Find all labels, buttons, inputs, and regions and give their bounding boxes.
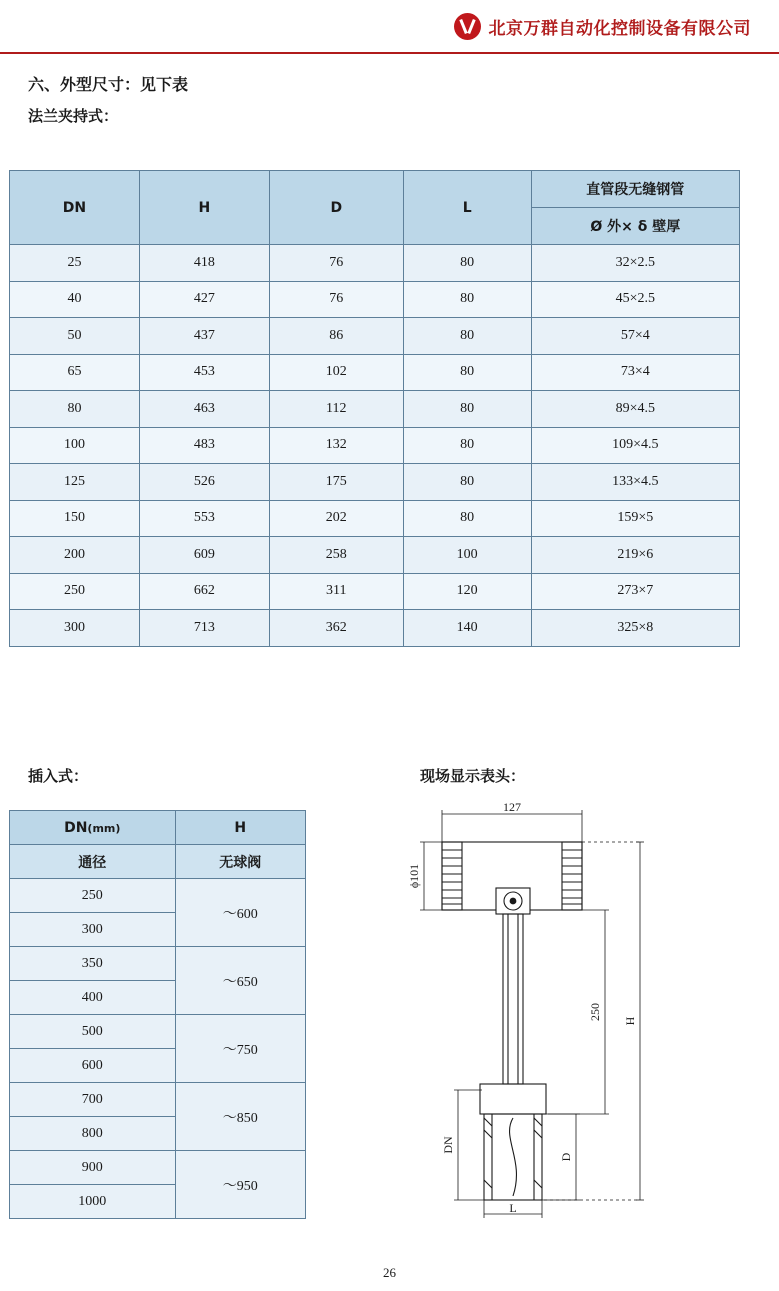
cell-d: 102	[269, 354, 403, 391]
table-row	[10, 610, 740, 647]
cell-l: 140	[403, 610, 531, 647]
table-row	[10, 464, 740, 501]
cell-pipe: 32×2.5	[531, 245, 739, 282]
cell-h: 453	[139, 354, 269, 391]
insert-type-label: 插入式：	[28, 767, 89, 785]
dim-label-d: D	[559, 1152, 573, 1162]
cell-dn: 100	[10, 427, 140, 464]
col-header-pipe-sub: Ø 外× δ 壁厚	[531, 208, 739, 245]
table-row	[10, 500, 740, 537]
dim-label-dn: DN	[441, 1136, 455, 1154]
cell-l: 120	[403, 573, 531, 610]
dim-label-height-total: H	[623, 1016, 637, 1026]
cell-l: 80	[403, 427, 531, 464]
cell-pipe: 45×2.5	[531, 281, 739, 318]
cell-l: 80	[403, 245, 531, 282]
insert-subheader-row	[10, 845, 306, 879]
insert-cell-dn: 350	[10, 947, 176, 981]
insert-cell-dn: 900	[10, 1151, 176, 1185]
dim-label-height-mid: 250	[588, 1003, 602, 1021]
cell-l: 80	[403, 281, 531, 318]
cell-l: 80	[403, 500, 531, 537]
insert-cell-dn: 600	[10, 1049, 176, 1083]
insert-dimensions-table	[9, 810, 306, 1219]
dim-label-width: 127	[503, 800, 521, 814]
cell-d: 76	[269, 281, 403, 318]
meter-head-drawing	[400, 800, 760, 1220]
insert-col-subheader-h: 无球阀	[175, 845, 306, 879]
table-row	[10, 245, 740, 282]
cell-h: 526	[139, 464, 269, 501]
cell-dn: 300	[10, 610, 140, 647]
insert-cell-dn: 300	[10, 913, 176, 947]
cell-h: 662	[139, 573, 269, 610]
cell-d: 76	[269, 245, 403, 282]
company-name: 北京万群自动化控制设备有限公司	[488, 19, 751, 39]
insert-col-header-dn	[10, 811, 176, 845]
cell-d: 311	[269, 573, 403, 610]
cell-dn: 125	[10, 464, 140, 501]
cell-pipe: 325×8	[531, 610, 739, 647]
insert-cell-dn: 800	[10, 1117, 176, 1151]
cell-h: 483	[139, 427, 269, 464]
insert-row	[10, 1151, 306, 1185]
table-header-row	[10, 171, 740, 208]
insert-cell-h: ～750	[175, 1015, 306, 1083]
table-body	[10, 245, 740, 647]
col-header-d: D	[269, 171, 403, 245]
insert-row	[10, 947, 306, 981]
dimensions-table	[9, 170, 740, 647]
cell-dn: 250	[10, 573, 140, 610]
dim-label-l: L	[509, 1201, 517, 1215]
cell-dn: 40	[10, 281, 140, 318]
cell-pipe: 159×5	[531, 500, 739, 537]
table-row	[10, 354, 740, 391]
cell-h: 609	[139, 537, 269, 574]
insert-col-header-dn-unit: (mm)	[87, 821, 121, 835]
cell-h: 418	[139, 245, 269, 282]
insert-cell-dn: 500	[10, 1015, 176, 1049]
cell-pipe: 57×4	[531, 318, 739, 355]
table-row	[10, 573, 740, 610]
cell-d: 258	[269, 537, 403, 574]
col-header-dn: DN	[10, 171, 140, 245]
insert-row	[10, 879, 306, 913]
page-header	[0, 0, 779, 54]
insert-col-header-h: H	[175, 811, 306, 845]
table-row	[10, 391, 740, 428]
insert-cell-h: ～650	[175, 947, 306, 1015]
insert-col-header-dn-text: DN	[64, 819, 88, 836]
page-title: 六、外型尺寸：见下表	[28, 75, 189, 94]
cell-dn: 200	[10, 537, 140, 574]
insert-table-body	[10, 811, 306, 1219]
insert-row	[10, 1015, 306, 1049]
cell-dn: 65	[10, 354, 140, 391]
insert-cell-h: ～850	[175, 1083, 306, 1151]
insert-cell-dn: 400	[10, 981, 176, 1015]
insert-header-row	[10, 811, 306, 845]
table-row	[10, 537, 740, 574]
lower-collar	[480, 1084, 546, 1114]
company-logo-icon	[454, 13, 481, 40]
cell-l: 80	[403, 318, 531, 355]
cell-l: 80	[403, 354, 531, 391]
header-brand	[454, 13, 752, 40]
cell-dn: 50	[10, 318, 140, 355]
cell-d: 112	[269, 391, 403, 428]
page-number: 26	[383, 1265, 396, 1280]
col-header-pipe: 直管段无缝钢管	[531, 171, 739, 208]
insert-row	[10, 1083, 306, 1117]
cell-d: 362	[269, 610, 403, 647]
cell-pipe: 273×7	[531, 573, 739, 610]
table-row	[10, 318, 740, 355]
subsection-title: 法兰夹持式：	[28, 107, 119, 125]
cell-pipe: 133×4.5	[531, 464, 739, 501]
cell-pipe: 109×4.5	[531, 427, 739, 464]
cell-h: 437	[139, 318, 269, 355]
cell-h: 553	[139, 500, 269, 537]
probe-stem	[503, 914, 523, 1084]
col-header-l: L	[403, 171, 531, 245]
display-center-dot	[510, 898, 517, 905]
cell-l: 80	[403, 464, 531, 501]
housing-right-flange	[562, 842, 582, 910]
cell-d: 202	[269, 500, 403, 537]
cell-h: 713	[139, 610, 269, 647]
cell-d: 175	[269, 464, 403, 501]
cell-l: 100	[403, 537, 531, 574]
cell-dn: 25	[10, 245, 140, 282]
housing-left-flange	[442, 842, 462, 910]
cell-d: 86	[269, 318, 403, 355]
insert-cell-dn: 250	[10, 879, 176, 913]
table-row	[10, 427, 740, 464]
drawing-svg	[400, 800, 760, 1220]
cell-pipe: 73×4	[531, 354, 739, 391]
insert-cell-dn: 700	[10, 1083, 176, 1117]
col-header-h: H	[139, 171, 269, 245]
table-row	[10, 281, 740, 318]
cell-dn: 150	[10, 500, 140, 537]
cell-pipe: 219×6	[531, 537, 739, 574]
cell-h: 427	[139, 281, 269, 318]
cell-d: 132	[269, 427, 403, 464]
insert-cell-h: ～600	[175, 879, 306, 947]
dim-label-diameter: ϕ101	[407, 863, 421, 889]
cell-dn: 80	[10, 391, 140, 428]
sensor-body	[484, 1114, 542, 1200]
insert-col-subheader-dn: 通径	[10, 845, 176, 879]
insert-cell-dn: 1000	[10, 1185, 176, 1219]
flow-curve	[510, 1118, 517, 1196]
table-header	[10, 171, 740, 245]
insert-cell-h: ～950	[175, 1151, 306, 1219]
cell-pipe: 89×4.5	[531, 391, 739, 428]
cell-h: 463	[139, 391, 269, 428]
cell-l: 80	[403, 391, 531, 428]
meter-head-label: 现场显示表头：	[420, 767, 526, 785]
